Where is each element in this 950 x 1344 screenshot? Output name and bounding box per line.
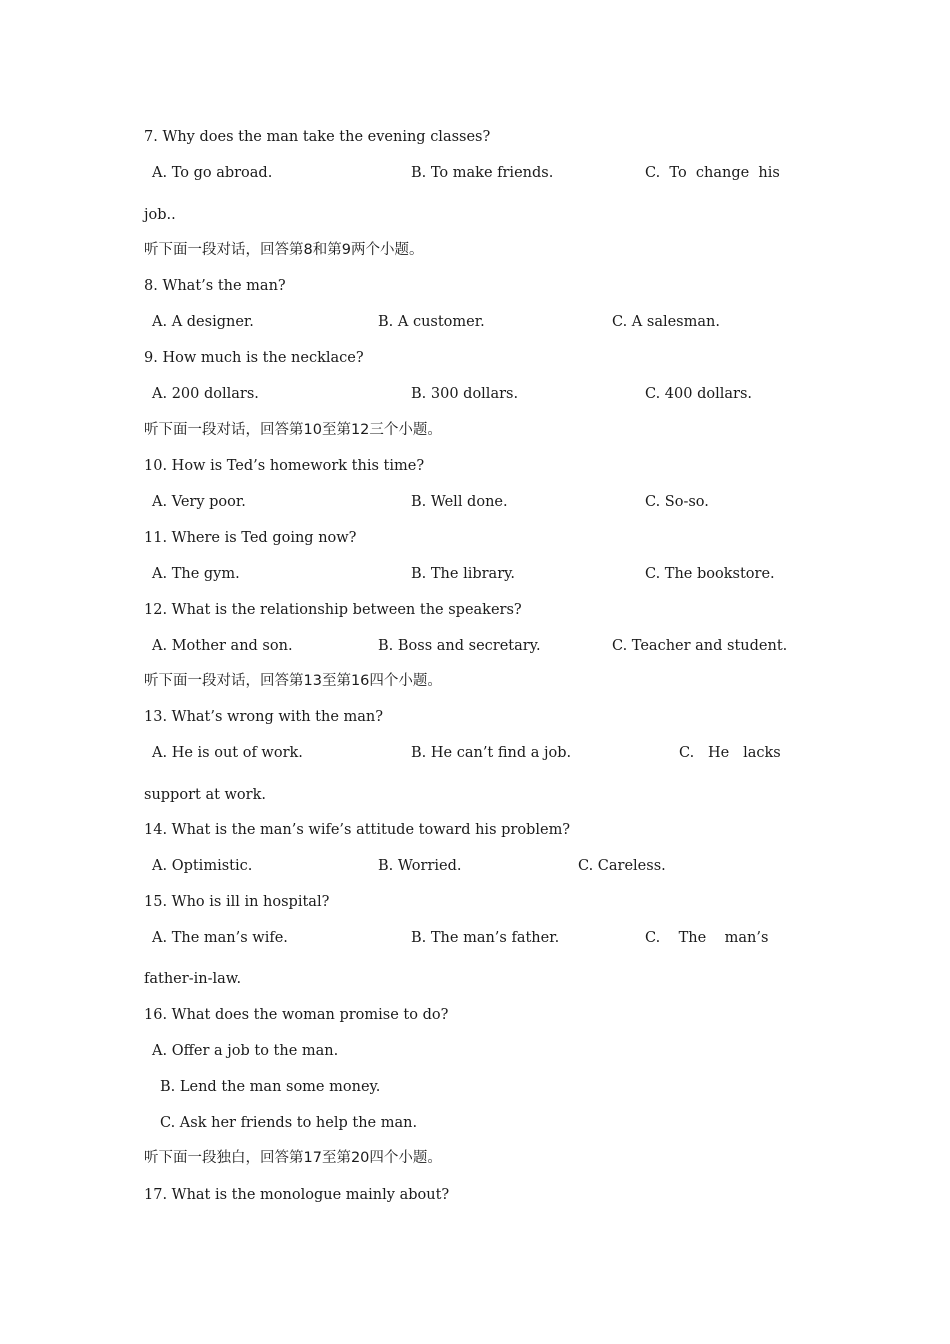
question-17: 17. What is the monologue mainly about? bbox=[144, 1187, 450, 1203]
listening-instruction-4: 听下面一段独白，回答第17至第20四个小题。 bbox=[144, 1150, 442, 1166]
q9-option-b: B. 300 dollars. bbox=[411, 386, 519, 402]
question-7: 7. Why does the man take the evening classes? bbox=[144, 129, 491, 145]
question-16: 16. What does the woman promise to do? bbox=[144, 1007, 449, 1023]
q16-option-b: B. Lend the man some money. bbox=[160, 1079, 381, 1095]
question-9: 9. How much is the necklace? bbox=[144, 350, 364, 366]
q7-option-b: B. To make friends. bbox=[411, 165, 554, 181]
q9-option-a: A. 200 dollars. bbox=[152, 386, 259, 402]
listening-instruction-2: 听下面一段对话，回答第10至第12三个小题。 bbox=[144, 422, 442, 438]
q15-option-c: C. The man’s bbox=[645, 930, 769, 946]
q15-option-b: B. The man’s father. bbox=[411, 930, 560, 946]
q13-option-b: B. He can’t find a job. bbox=[411, 745, 572, 761]
q8-option-a: A. A designer. bbox=[152, 314, 254, 330]
q13-option-a: A. He is out of work. bbox=[152, 745, 303, 761]
q13-option-c-continued: support at work. bbox=[144, 787, 266, 803]
question-11: 11. Where is Ted going now? bbox=[144, 530, 357, 546]
q7-option-c: C. To change his bbox=[645, 165, 780, 181]
q11-option-a: A. The gym. bbox=[152, 566, 240, 582]
q16-option-c: C. Ask her friends to help the man. bbox=[160, 1115, 418, 1131]
q14-option-b: B. Worried. bbox=[378, 858, 462, 874]
question-14: 14. What is the man’s wife’s attitude toward his problem? bbox=[144, 822, 571, 838]
q8-option-b: B. A customer. bbox=[378, 314, 485, 330]
q14-option-a: A. Optimistic. bbox=[152, 858, 253, 874]
q14-option-c: C. Careless. bbox=[578, 858, 666, 874]
q11-option-c: C. The bookstore. bbox=[645, 566, 775, 582]
question-12: 12. What is the relationship between the speakers? bbox=[144, 602, 522, 618]
q7-option-c-continued: job.. bbox=[144, 207, 176, 223]
listening-instruction-1: 听下面一段对话，回答第8和第9两个小题。 bbox=[144, 242, 424, 258]
q10-option-a: A. Very poor. bbox=[152, 494, 246, 510]
q11-option-b: B. The library. bbox=[411, 566, 516, 582]
q16-option-a: A. Offer a job to the man. bbox=[152, 1043, 339, 1059]
q7-option-a: A. To go abroad. bbox=[152, 165, 273, 181]
q10-option-b: B. Well done. bbox=[411, 494, 508, 510]
q12-option-a: A. Mother and son. bbox=[152, 638, 293, 654]
q8-option-c: C. A salesman. bbox=[612, 314, 720, 330]
q13-option-c: C. He lacks bbox=[679, 745, 781, 761]
question-8: 8. What’s the man? bbox=[144, 278, 286, 294]
q12-option-b: B. Boss and secretary. bbox=[378, 638, 541, 654]
q15-option-c-continued: father-in-law. bbox=[144, 971, 242, 987]
q12-option-c: C. Teacher and student. bbox=[612, 638, 788, 654]
listening-instruction-3: 听下面一段对话，回答第13至第16四个小题。 bbox=[144, 673, 442, 689]
question-13: 13. What’s wrong with the man? bbox=[144, 709, 384, 725]
q9-option-c: C. 400 dollars. bbox=[645, 386, 752, 402]
q10-option-c: C. So-so. bbox=[645, 494, 709, 510]
q15-option-a: A. The man’s wife. bbox=[152, 930, 288, 946]
question-15: 15. Who is ill in hospital? bbox=[144, 894, 330, 910]
question-10: 10. How is Ted’s homework this time? bbox=[144, 458, 425, 474]
